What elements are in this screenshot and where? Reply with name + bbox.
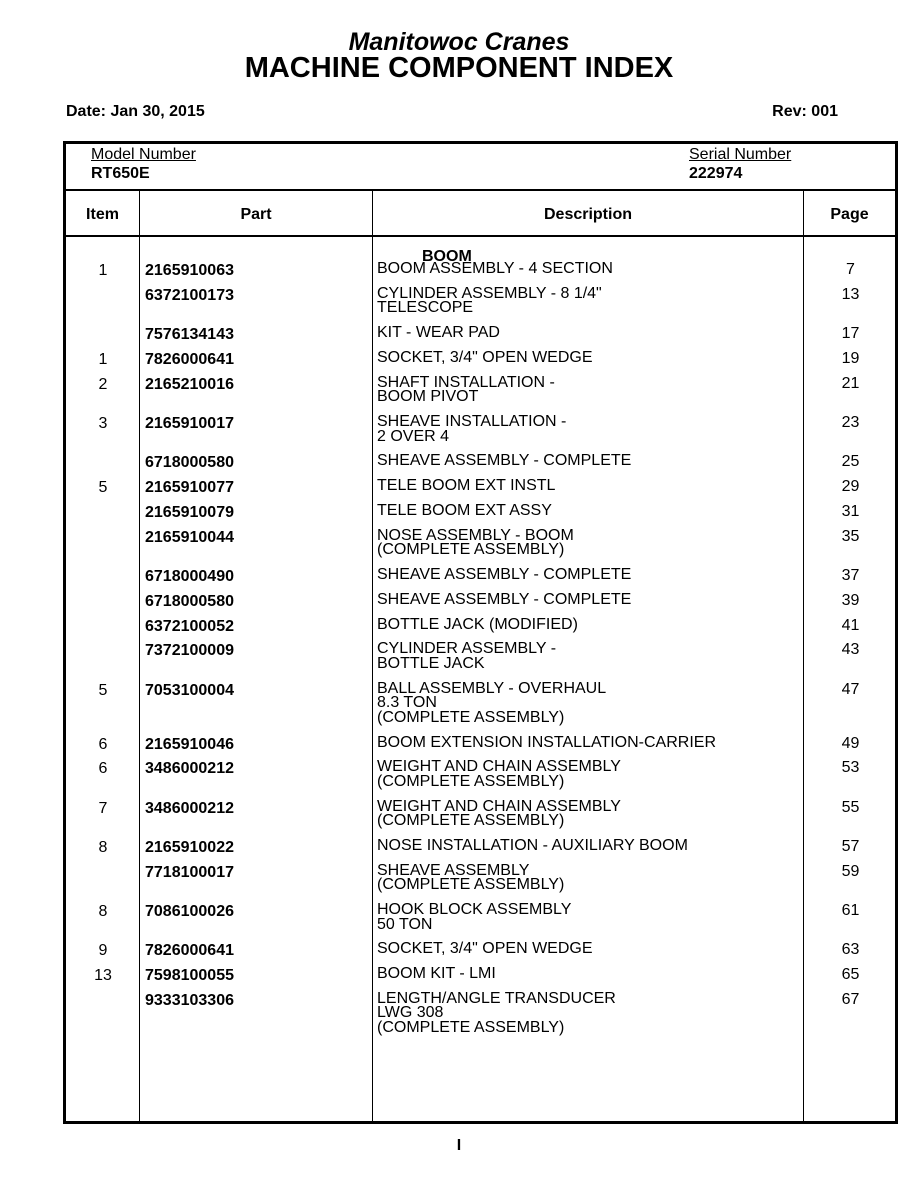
row-description <box>377 967 797 982</box>
row-part-number: 9333103306 <box>145 991 234 1009</box>
row-part-number: 2165910077 <box>145 479 234 497</box>
row-item-number: 6 <box>98 760 108 778</box>
row-description <box>377 415 797 444</box>
row-part-number: 7826000641 <box>145 942 234 960</box>
row-part-number: 6372100173 <box>145 286 234 304</box>
row-description-line: (COMPLETE ASSEMBLY) <box>377 708 565 726</box>
row-part-number: 2165910046 <box>145 735 234 753</box>
row-item-number: 1 <box>98 262 108 279</box>
row-description-line: BOOM ASSEMBLY - 4 SECTION <box>377 260 613 277</box>
row-page-number: 39 <box>841 591 860 609</box>
row-description-line: (COMPLETE ASSEMBLY) <box>377 876 565 894</box>
row-item-number: 3 <box>98 415 108 432</box>
row-page-number: 17 <box>841 325 860 343</box>
row-page-number: 41 <box>841 616 860 634</box>
column-header-page: Page <box>830 206 869 223</box>
row-page-number: 21 <box>841 374 860 392</box>
row-description-line: SHAFT INSTALLATION - <box>377 373 555 391</box>
row-description-line: SHEAVE ASSEMBLY - COMPLETE <box>377 590 632 608</box>
row-description-line: (COMPLETE ASSEMBLY) <box>377 772 565 790</box>
row-page-number: 47 <box>841 680 860 698</box>
column-header-description: Description <box>543 206 632 223</box>
row-part-number: 2165910063 <box>145 262 234 279</box>
row-description-line: SHEAVE INSTALLATION - <box>377 413 567 430</box>
row-part-number: 6718000580 <box>145 592 234 610</box>
row-description-line: (COMPLETE ASSEMBLY) <box>377 812 565 830</box>
row-description-line: TELE BOOM EXT ASSY <box>377 501 552 519</box>
row-part-number: 2165210016 <box>145 375 234 393</box>
row-part-number: 3486000212 <box>145 760 234 778</box>
row-description-line: 8.3 TON <box>377 694 437 712</box>
component-index-table <box>63 141 898 1124</box>
model-number-label: Model Number <box>91 146 196 163</box>
row-part-number: 6372100052 <box>145 617 234 635</box>
row-page-number: 63 <box>841 941 860 959</box>
row-part-number: 2165910017 <box>145 415 234 432</box>
row-description <box>377 861 797 894</box>
row-description <box>377 479 797 494</box>
row-item-number: 8 <box>98 838 108 856</box>
row-page-number: 57 <box>841 837 860 855</box>
row-page-number: 31 <box>841 502 860 520</box>
row-item-number: 7 <box>98 799 108 817</box>
row-description <box>377 760 797 789</box>
row-page-number: 29 <box>841 478 860 496</box>
row-description-line: CYLINDER ASSEMBLY - 8 1/4" <box>377 284 602 302</box>
row-description <box>377 568 797 583</box>
serial-number-label: Serial Number <box>689 146 792 163</box>
serial-number-block <box>689 145 791 183</box>
model-number-block <box>91 145 196 183</box>
row-description-line: SOCKET, 3/4" OPEN WEDGE <box>377 940 593 958</box>
row-description <box>377 262 797 277</box>
row-description-line: WEIGHT AND CHAIN ASSEMBLY <box>377 758 621 776</box>
row-description-line: SHEAVE ASSEMBLY <box>377 861 530 879</box>
row-part-number: 7053100004 <box>145 681 234 699</box>
row-description-line: CYLINDER ASSEMBLY - <box>377 640 557 658</box>
row-description-line: BOOM PIVOT <box>377 388 479 406</box>
row-description <box>377 836 797 854</box>
row-description <box>377 615 797 633</box>
row-description-line: BOTTLE JACK (MODIFIED) <box>377 615 578 633</box>
row-page-number: 59 <box>841 862 860 880</box>
row-item-number: 5 <box>98 479 108 497</box>
row-page-number: 49 <box>841 734 860 752</box>
row-description-line: KIT - WEAR PAD <box>377 324 500 342</box>
row-description-line: TELESCOPE <box>377 299 474 317</box>
row-description-line: BALL ASSEMBLY - OVERHAUL <box>377 679 607 697</box>
row-description-line: BOOM KIT - LMI <box>377 965 496 983</box>
row-description <box>377 942 797 957</box>
row-description <box>377 590 797 608</box>
row-page-number: 23 <box>841 414 860 431</box>
row-item-number: 5 <box>98 681 108 699</box>
row-page-number: 13 <box>841 285 860 303</box>
row-description <box>377 526 797 559</box>
row-description-line: BOTTLE JACK <box>377 654 485 672</box>
company-name: Manitowoc Cranes <box>348 28 570 56</box>
header-divider-top <box>66 189 895 191</box>
row-item-number: 2 <box>98 375 108 393</box>
row-part-number: 6718000490 <box>145 568 234 585</box>
row-part-number: 7086100026 <box>145 903 234 920</box>
row-description <box>377 642 797 671</box>
row-part-number: 2165910044 <box>145 528 234 546</box>
row-item-number: 8 <box>98 903 108 920</box>
row-page-number: 55 <box>841 798 860 816</box>
row-description-line: BOOM EXTENSION INSTALLATION-CARRIER <box>377 733 717 751</box>
row-description <box>377 284 797 317</box>
row-description-line: SHEAVE ASSEMBLY - COMPLETE <box>377 566 632 583</box>
row-part-number: 7372100009 <box>145 642 234 660</box>
row-description <box>377 373 797 406</box>
row-description-line: 2 OVER 4 <box>377 427 450 445</box>
row-description <box>377 989 797 1036</box>
row-item-number: 9 <box>98 942 108 960</box>
row-page-number: 7 <box>846 261 855 278</box>
row-part-number: 7598100055 <box>145 967 234 985</box>
header-divider-bottom <box>66 235 895 237</box>
row-page-number: 19 <box>841 349 860 367</box>
row-description <box>377 348 797 366</box>
row-description <box>377 454 797 469</box>
row-description <box>377 797 797 830</box>
section-title: BOOM <box>422 248 472 265</box>
row-part-number: 3486000212 <box>145 799 234 817</box>
row-item-number: 13 <box>94 967 112 985</box>
row-page-number: 43 <box>841 641 860 659</box>
row-part-number: 7718100017 <box>145 863 234 881</box>
row-description-line: (COMPLETE ASSEMBLY) <box>377 1018 565 1036</box>
row-description-line: (COMPLETE ASSEMBLY) <box>377 541 565 559</box>
row-description-line: NOSE ASSEMBLY - BOOM <box>377 526 574 544</box>
row-description <box>377 903 797 932</box>
row-description-line: LWG 308 <box>377 1004 444 1022</box>
row-description-line: SOCKET, 3/4" OPEN WEDGE <box>377 348 593 366</box>
row-page-number: 67 <box>841 990 860 1008</box>
row-description-line: WEIGHT AND CHAIN ASSEMBLY <box>377 797 621 815</box>
row-part-number: 6718000580 <box>145 454 234 472</box>
row-description <box>377 679 797 726</box>
row-description <box>377 733 797 751</box>
column-header-item: Item <box>86 206 119 223</box>
row-page-number: 65 <box>841 966 860 984</box>
row-description <box>377 501 797 519</box>
row-description-line: 50 TON <box>377 915 433 933</box>
column-divider-part <box>372 190 373 1121</box>
row-part-number: 7826000641 <box>145 350 234 368</box>
row-description-line: NOSE INSTALLATION - AUXILIARY BOOM <box>377 836 688 854</box>
row-item-number: 1 <box>98 350 108 368</box>
page-number: I <box>456 1137 462 1154</box>
row-description-line: SHEAVE ASSEMBLY - COMPLETE <box>377 452 632 470</box>
row-description-line: LENGTH/ANGLE TRANSDUCER <box>377 989 616 1007</box>
column-divider-description <box>803 190 804 1121</box>
row-description <box>377 326 797 341</box>
serial-number-value: 222974 <box>689 165 743 182</box>
row-page-number: 25 <box>841 453 860 471</box>
column-header-part: Part <box>240 206 272 223</box>
row-item-number: 6 <box>98 735 108 753</box>
row-part-number: 2165910079 <box>145 503 234 521</box>
row-part-number: 2165910022 <box>145 838 234 856</box>
document-title: MACHINE COMPONENT INDEX <box>244 52 674 84</box>
document-date: Date: Jan 30, 2015 <box>66 103 205 120</box>
row-page-number: 61 <box>841 902 860 919</box>
row-description-line: TELE BOOM EXT INSTL <box>377 477 556 495</box>
row-page-number: 53 <box>841 759 860 777</box>
document-revision: Rev: 001 <box>772 103 838 120</box>
model-number-value: RT650E <box>91 165 150 182</box>
row-part-number: 7576134143 <box>145 326 234 344</box>
row-page-number: 37 <box>841 567 860 584</box>
row-description-line: HOOK BLOCK ASSEMBLY <box>377 901 572 918</box>
row-page-number: 35 <box>841 527 860 545</box>
